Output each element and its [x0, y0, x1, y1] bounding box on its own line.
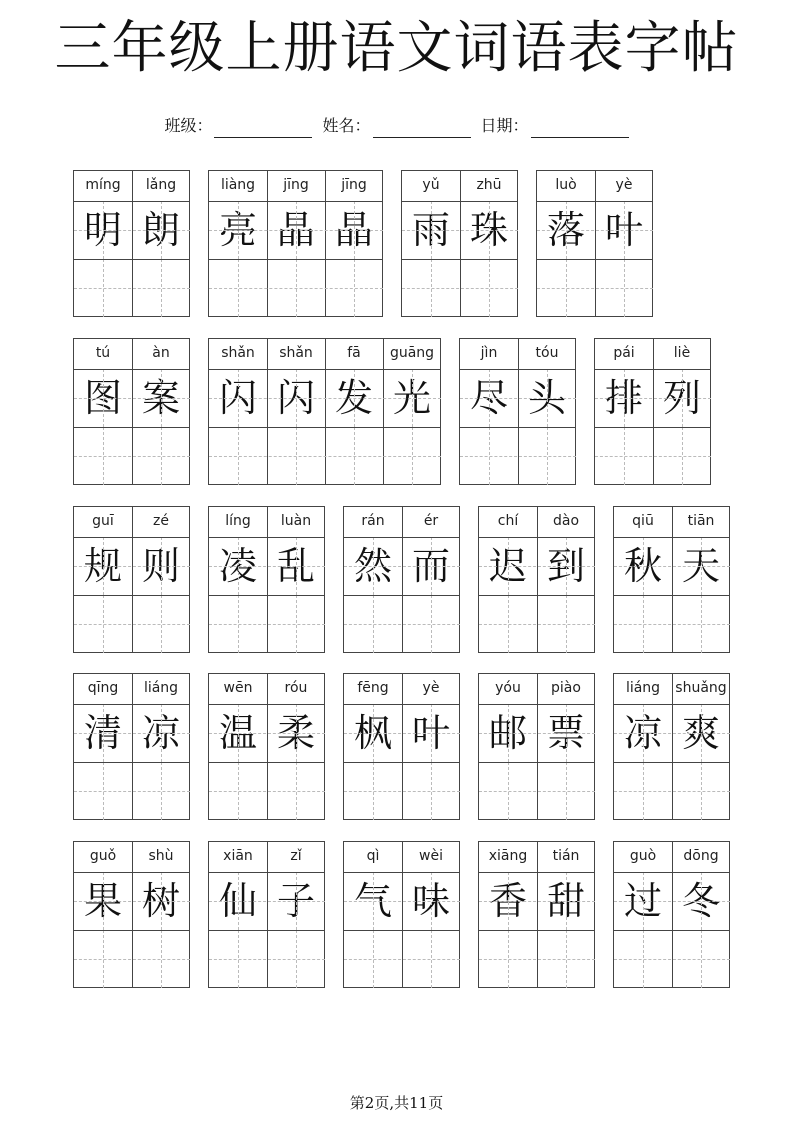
- row-divider: [460, 427, 575, 428]
- pinyin-label: jīng: [341, 177, 367, 193]
- cell-divider: [672, 842, 673, 987]
- cell-divider: [325, 171, 326, 316]
- hanzi-char: 叶: [411, 711, 450, 755]
- hanzi-char: 秋: [623, 544, 662, 588]
- pinyin-label: tú: [95, 345, 111, 361]
- row-divider: [595, 427, 710, 428]
- hanzi-char: 规: [83, 544, 122, 588]
- row-divider: [209, 537, 324, 538]
- row-divider: [614, 762, 729, 763]
- pinyin-label: guǒ: [89, 848, 117, 864]
- word-block: [478, 841, 595, 988]
- hanzi-char: 头: [527, 376, 566, 420]
- word-block: [208, 170, 383, 317]
- guide-dash-horizontal: [344, 566, 460, 567]
- guide-dash-horizontal: [537, 230, 653, 231]
- pinyin-label: fā: [347, 345, 361, 361]
- guide-dash-horizontal: [74, 901, 190, 902]
- word-block: [208, 338, 441, 485]
- guide-dash-horizontal: [479, 791, 595, 792]
- row-divider: [344, 762, 459, 763]
- row-divider: [402, 259, 517, 260]
- row-divider: [74, 595, 189, 596]
- pinyin-label: shuǎng: [675, 680, 727, 696]
- hanzi-char: 冬: [681, 879, 720, 923]
- pinyin-label: xiān: [223, 848, 253, 864]
- guide-dash-horizontal: [614, 624, 730, 625]
- guide-dash-horizontal: [595, 398, 711, 399]
- row-divider: [209, 369, 440, 370]
- guide-dash-horizontal: [74, 566, 190, 567]
- hanzi-char: 乱: [276, 544, 315, 588]
- row-divider: [74, 369, 189, 370]
- hanzi-char: 列: [662, 376, 701, 420]
- hanzi-char: 晶: [334, 208, 373, 252]
- guide-dash-horizontal: [209, 901, 325, 902]
- hanzi-char: 明: [83, 208, 122, 252]
- guide-dash-horizontal: [74, 733, 190, 734]
- word-block: [478, 506, 595, 653]
- word-block: [613, 673, 730, 820]
- pinyin-label: róu: [284, 680, 308, 696]
- pinyin-label: dào: [552, 513, 580, 529]
- pinyin-label: liè: [673, 345, 691, 361]
- row-divider: [344, 930, 459, 931]
- guide-dash-horizontal: [344, 791, 460, 792]
- cell-divider: [267, 339, 268, 484]
- row-divider: [614, 872, 729, 873]
- hanzi-char: 爽: [681, 711, 720, 755]
- hanzi-char: 味: [411, 879, 450, 923]
- hanzi-char: 而: [411, 544, 450, 588]
- word-block: [613, 841, 730, 988]
- row-divider: [614, 704, 729, 705]
- hanzi-char: 过: [623, 879, 662, 923]
- hanzi-char: 凉: [141, 711, 180, 755]
- cell-divider: [402, 674, 403, 819]
- row-divider: [344, 537, 459, 538]
- guide-dash-horizontal: [74, 959, 190, 960]
- guide-dash-horizontal: [614, 566, 730, 567]
- pinyin-label: guò: [629, 848, 657, 864]
- pinyin-label: rán: [361, 513, 385, 529]
- word-block: [343, 673, 460, 820]
- hanzi-char: 果: [83, 879, 122, 923]
- guide-dash-horizontal: [614, 791, 730, 792]
- hanzi-char: 落: [546, 208, 585, 252]
- guide-dash-horizontal: [402, 288, 518, 289]
- hanzi-char: 气: [353, 879, 392, 923]
- hanzi-char: 闪: [218, 376, 257, 420]
- word-block: [459, 338, 576, 485]
- cell-divider: [325, 339, 326, 484]
- guide-dash-horizontal: [209, 624, 325, 625]
- pinyin-label: yè: [422, 680, 440, 696]
- row-divider: [74, 201, 189, 202]
- cell-divider: [132, 842, 133, 987]
- guide-dash-horizontal: [74, 624, 190, 625]
- hanzi-char: 甜: [546, 879, 585, 923]
- cell-divider: [132, 507, 133, 652]
- cell-divider: [402, 842, 403, 987]
- word-block: [208, 506, 325, 653]
- row-divider: [402, 201, 517, 202]
- pinyin-label: guī: [92, 513, 114, 529]
- hanzi-char: 珠: [469, 208, 508, 252]
- hanzi-char: 晶: [276, 208, 315, 252]
- guide-dash-horizontal: [460, 456, 576, 457]
- hanzi-char: 案: [141, 376, 180, 420]
- pinyin-label: fēng: [357, 680, 389, 696]
- cell-divider: [132, 674, 133, 819]
- pinyin-label: tián: [552, 848, 580, 864]
- guide-dash-horizontal: [595, 456, 711, 457]
- pinyin-label: qiū: [632, 513, 654, 529]
- hanzi-char: 凌: [218, 544, 257, 588]
- row-divider: [209, 259, 382, 260]
- pinyin-label: chí: [497, 513, 519, 529]
- hanzi-char: 图: [83, 376, 122, 420]
- pinyin-label: shǎn: [279, 345, 313, 361]
- hanzi-char: 然: [353, 544, 392, 588]
- hanzi-char: 票: [546, 711, 585, 755]
- word-block: [73, 506, 190, 653]
- row-divider: [74, 762, 189, 763]
- hanzi-char: 亮: [218, 208, 257, 252]
- guide-dash-horizontal: [74, 288, 190, 289]
- guide-dash-horizontal: [344, 959, 460, 960]
- guide-dash-horizontal: [74, 791, 190, 792]
- hanzi-char: 尽: [469, 376, 508, 420]
- pinyin-label: zhū: [476, 177, 502, 193]
- hanzi-char: 温: [218, 711, 257, 755]
- row-divider: [74, 427, 189, 428]
- pinyin-label: dōng: [683, 848, 719, 864]
- row-divider: [209, 427, 440, 428]
- pinyin-label: pái: [613, 345, 635, 361]
- row-divider: [209, 201, 382, 202]
- word-block: [73, 673, 190, 820]
- guide-dash-horizontal: [209, 733, 325, 734]
- hanzi-char: 柔: [276, 711, 315, 755]
- pinyin-label: yè: [615, 177, 633, 193]
- pinyin-label: wēn: [223, 680, 253, 696]
- word-block: [73, 170, 190, 317]
- hanzi-char: 光: [392, 376, 431, 420]
- guide-dash-horizontal: [74, 398, 190, 399]
- hanzi-char: 天: [681, 544, 720, 588]
- row-divider: [209, 930, 324, 931]
- row-divider: [614, 930, 729, 931]
- hanzi-char: 朗: [141, 208, 180, 252]
- pinyin-label: jìn: [480, 345, 498, 361]
- row-divider: [344, 595, 459, 596]
- cell-divider: [672, 507, 673, 652]
- cell-divider: [267, 171, 268, 316]
- cell-divider: [653, 339, 654, 484]
- cell-divider: [460, 171, 461, 316]
- guide-dash-horizontal: [344, 624, 460, 625]
- word-block: [343, 506, 460, 653]
- row-divider: [614, 537, 729, 538]
- cell-divider: [595, 171, 596, 316]
- word-block: [208, 673, 325, 820]
- pinyin-label: líng: [225, 513, 251, 529]
- row-divider: [479, 704, 594, 705]
- hanzi-char: 子: [276, 879, 315, 923]
- guide-dash-horizontal: [209, 288, 383, 289]
- guide-dash-horizontal: [479, 901, 595, 902]
- cell-divider: [537, 507, 538, 652]
- guide-dash-horizontal: [209, 959, 325, 960]
- cell-divider: [672, 674, 673, 819]
- hanzi-char: 排: [604, 376, 643, 420]
- guide-dash-horizontal: [402, 230, 518, 231]
- pinyin-label: piào: [551, 680, 581, 696]
- word-block: [401, 170, 518, 317]
- guide-dash-horizontal: [209, 566, 325, 567]
- class-label: 班级：: [164, 116, 213, 135]
- hanzi-char: 迟: [488, 544, 527, 588]
- pinyin-label: luò: [555, 177, 577, 193]
- pinyin-label: qì: [366, 848, 380, 864]
- hanzi-char: 雨: [411, 208, 450, 252]
- row-divider: [479, 930, 594, 931]
- cell-divider: [267, 674, 268, 819]
- guide-dash-horizontal: [209, 791, 325, 792]
- guide-dash-horizontal: [614, 959, 730, 960]
- row-divider: [74, 872, 189, 873]
- pinyin-label: zé: [153, 513, 169, 529]
- hanzi-char: 凉: [623, 711, 662, 755]
- guide-dash-horizontal: [614, 733, 730, 734]
- row-divider: [74, 704, 189, 705]
- row-divider: [537, 201, 652, 202]
- guide-dash-horizontal: [74, 456, 190, 457]
- cell-divider: [267, 507, 268, 652]
- cell-divider: [132, 171, 133, 316]
- name-label: 姓名：: [322, 116, 371, 135]
- hanzi-char: 清: [83, 711, 122, 755]
- pinyin-label: àn: [152, 345, 170, 361]
- hanzi-char: 树: [141, 879, 180, 923]
- word-block: [613, 506, 730, 653]
- row-divider: [479, 595, 594, 596]
- pinyin-label: shǎn: [221, 345, 255, 361]
- row-divider: [479, 762, 594, 763]
- pinyin-label: liáng: [625, 680, 661, 696]
- pinyin-label: zǐ: [290, 848, 302, 864]
- hanzi-char: 到: [546, 544, 585, 588]
- row-divider: [479, 537, 594, 538]
- row-divider: [209, 595, 324, 596]
- guide-dash-horizontal: [479, 624, 595, 625]
- pinyin-label: yóu: [495, 680, 521, 696]
- guide-dash-horizontal: [479, 566, 595, 567]
- page-footer: 第2页,共11页: [349, 1094, 444, 1112]
- row-divider: [344, 872, 459, 873]
- row-divider: [614, 595, 729, 596]
- cell-divider: [383, 339, 384, 484]
- pinyin-label: wèi: [419, 848, 443, 864]
- hanzi-char: 邮: [488, 711, 527, 755]
- row-divider: [479, 872, 594, 873]
- pinyin-label: xiāng: [488, 848, 528, 864]
- pinyin-label: lǎng: [145, 177, 177, 193]
- guide-dash-horizontal: [344, 901, 460, 902]
- pinyin-label: jīng: [283, 177, 309, 193]
- guide-dash-horizontal: [537, 288, 653, 289]
- pinyin-label: yǔ: [422, 177, 440, 193]
- row-divider: [74, 930, 189, 931]
- word-block: [73, 841, 190, 988]
- hanzi-char: 仙: [218, 879, 257, 923]
- guide-dash-horizontal: [209, 230, 383, 231]
- pinyin-label: liáng: [143, 680, 179, 696]
- guide-dash-horizontal: [479, 959, 595, 960]
- hanzi-char: 枫: [353, 711, 392, 755]
- word-block: [208, 841, 325, 988]
- cell-divider: [537, 674, 538, 819]
- pinyin-label: liàng: [220, 177, 256, 193]
- guide-dash-horizontal: [460, 398, 576, 399]
- row-divider: [460, 369, 575, 370]
- word-block: [478, 673, 595, 820]
- cell-divider: [402, 507, 403, 652]
- guide-dash-horizontal: [614, 901, 730, 902]
- page-title: 三年级上册语文词语表字帖: [54, 16, 739, 81]
- pinyin-label: shù: [148, 848, 174, 864]
- row-divider: [537, 259, 652, 260]
- guide-dash-horizontal: [74, 230, 190, 231]
- cell-divider: [537, 842, 538, 987]
- hanzi-char: 则: [141, 544, 180, 588]
- row-divider: [344, 704, 459, 705]
- guide-dash-horizontal: [209, 398, 441, 399]
- pinyin-label: luàn: [280, 513, 312, 529]
- pinyin-label: qīng: [87, 680, 119, 696]
- pinyin-label: guāng: [389, 345, 435, 361]
- word-block: [536, 170, 653, 317]
- row-divider: [209, 762, 324, 763]
- row-divider: [209, 704, 324, 705]
- hanzi-char: 香: [488, 879, 527, 923]
- word-block: [594, 338, 711, 485]
- word-block: [73, 338, 190, 485]
- date-label: 日期：: [480, 116, 529, 135]
- row-divider: [595, 369, 710, 370]
- row-divider: [74, 537, 189, 538]
- cell-divider: [267, 842, 268, 987]
- guide-dash-horizontal: [209, 456, 441, 457]
- pinyin-label: tóu: [535, 345, 559, 361]
- pinyin-label: tiān: [687, 513, 715, 529]
- row-divider: [209, 872, 324, 873]
- row-divider: [74, 259, 189, 260]
- pinyin-label: míng: [85, 177, 121, 193]
- guide-dash-horizontal: [479, 733, 595, 734]
- pinyin-label: ér: [423, 513, 439, 529]
- hanzi-char: 叶: [604, 208, 643, 252]
- hanzi-char: 闪: [276, 376, 315, 420]
- guide-dash-horizontal: [344, 733, 460, 734]
- word-block: [343, 841, 460, 988]
- cell-divider: [518, 339, 519, 484]
- cell-divider: [132, 339, 133, 484]
- hanzi-char: 发: [334, 376, 373, 420]
